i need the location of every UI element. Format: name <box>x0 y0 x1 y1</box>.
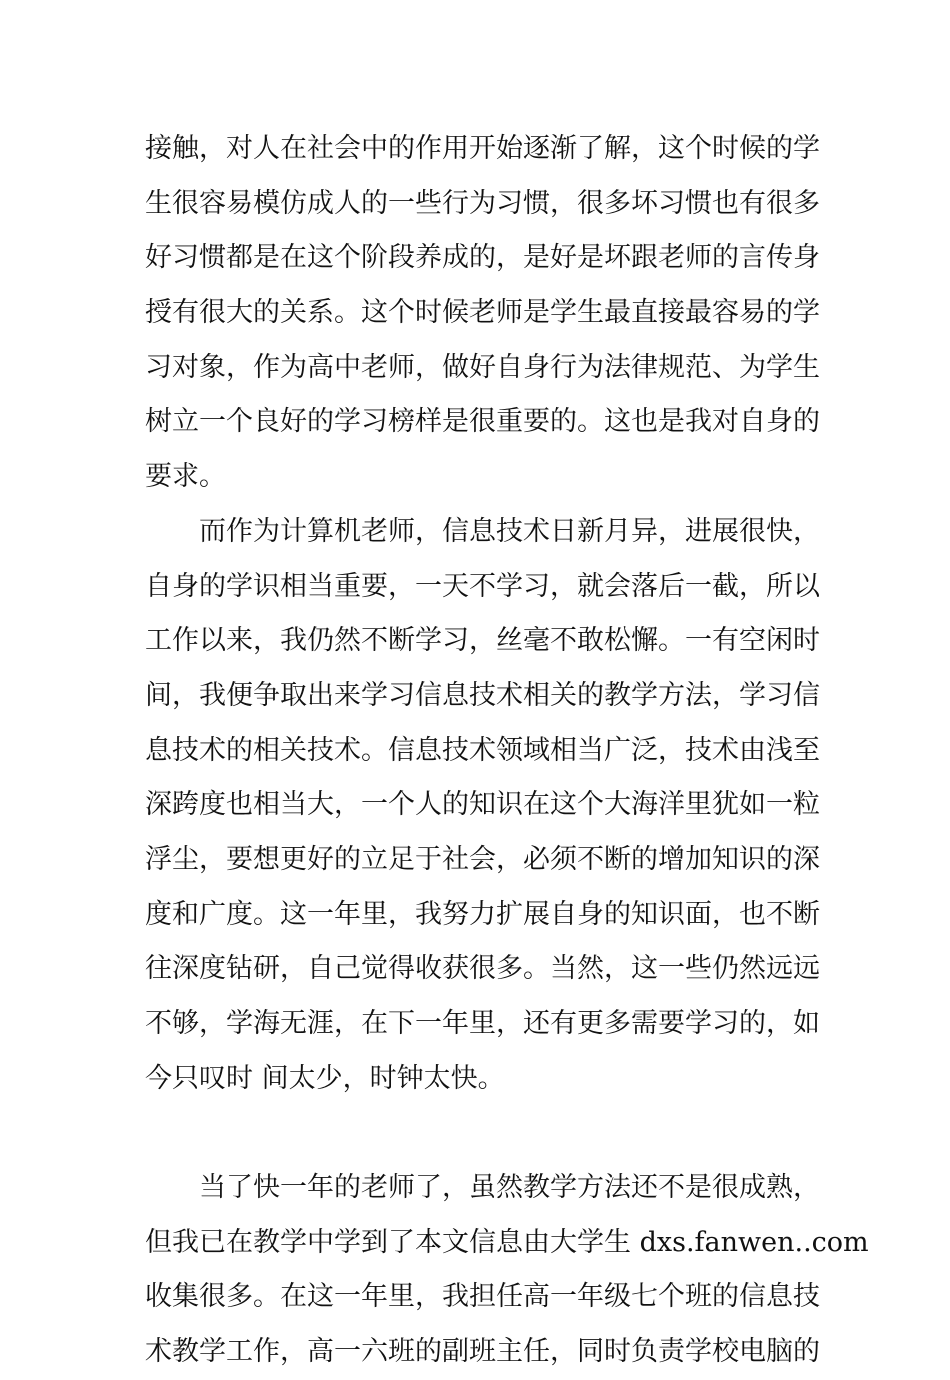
paragraph-3-line-4: 术教学工作，高一六班的副班主任，同时负责学校电脑的 <box>145 1336 820 1368</box>
paragraph-1-line-3: 好习惯都是在这个阶段养成的，是好是坏跟老师的言传身 <box>145 242 820 274</box>
paragraph-1-line-6: 树立一个良好的学习榜样是很重要的。这也是我对自身的 <box>145 406 820 438</box>
paragraph-2-line-6: 深跨度也相当大，一个人的知识在这个大海洋里犹如一粒 <box>145 789 820 821</box>
paragraph-2-line-5: 息技术的相关技术。信息技术领域相当广泛，技术由浅至 <box>145 734 820 766</box>
paragraph-2-line-12 <box>145 1106 810 1161</box>
paragraph-2-line-11: 今只叹时 间太少，时钟太快。 <box>145 1062 505 1094</box>
paragraph-3-line-2: 但我已在教学中学到了本文信息由大学生 dxs.fanwen..com <box>145 1226 869 1258</box>
paragraph-1-line-5: 习对象，作为高中老师，做好自身行为法律规范、为学生 <box>145 351 820 383</box>
paragraph-2-line-7: 浮尘，要想更好的立足于社会，必须不断的增加知识的深 <box>145 843 820 875</box>
paragraph-1-line-2: 生很容易模仿成人的一些行为习惯，很多坏习惯也有很多 <box>145 187 820 219</box>
paragraph-2-line-2: 自身的学识相当重要，一天不学习，就会落后一截，所以 <box>145 570 820 602</box>
paragraph-2-line-10: 不够，学海无涯，在下一年里，还有更多需要学习的，如 <box>145 1008 820 1039</box>
paragraph-1-line-7: 要求。 <box>145 461 226 493</box>
paragraph-3-line-3: 收集很多。在这一年里，我担任高一年级七个班的信息技 <box>145 1281 820 1313</box>
paragraph-2-line-1: 而作为计算机老师，信息技术日新月异，进展很快， <box>199 515 820 547</box>
paragraph-2-line-9: 往深度钻研，自己觉得收获很多。当然，这一些仍然远远 <box>145 953 820 985</box>
paragraph-1-line-1: 接触，对人在社会中的作用开始逐渐了解，这个时候的学 <box>145 133 820 164</box>
paragraph-3-line-1: 当了快一年的老师了，虽然教学方法还不是很成熟， <box>199 1172 820 1204</box>
paragraph-2-line-3: 工作以来，我仍然不断学习，丝毫不敢松懈。一有空闲时 <box>145 625 820 657</box>
paragraph-1-line-4: 授有很大的关系。这个时候老师是学生最直接最容易的学 <box>145 297 820 329</box>
paragraph-2-line-8: 度和广度。这一年里，我努力扩展自身的知识面，也不断 <box>145 898 820 930</box>
paragraph-2-line-4: 间，我便争取出来学习信息技术相关的教学方法，学习信 <box>145 679 820 711</box>
document-body <box>145 122 869 1380</box>
